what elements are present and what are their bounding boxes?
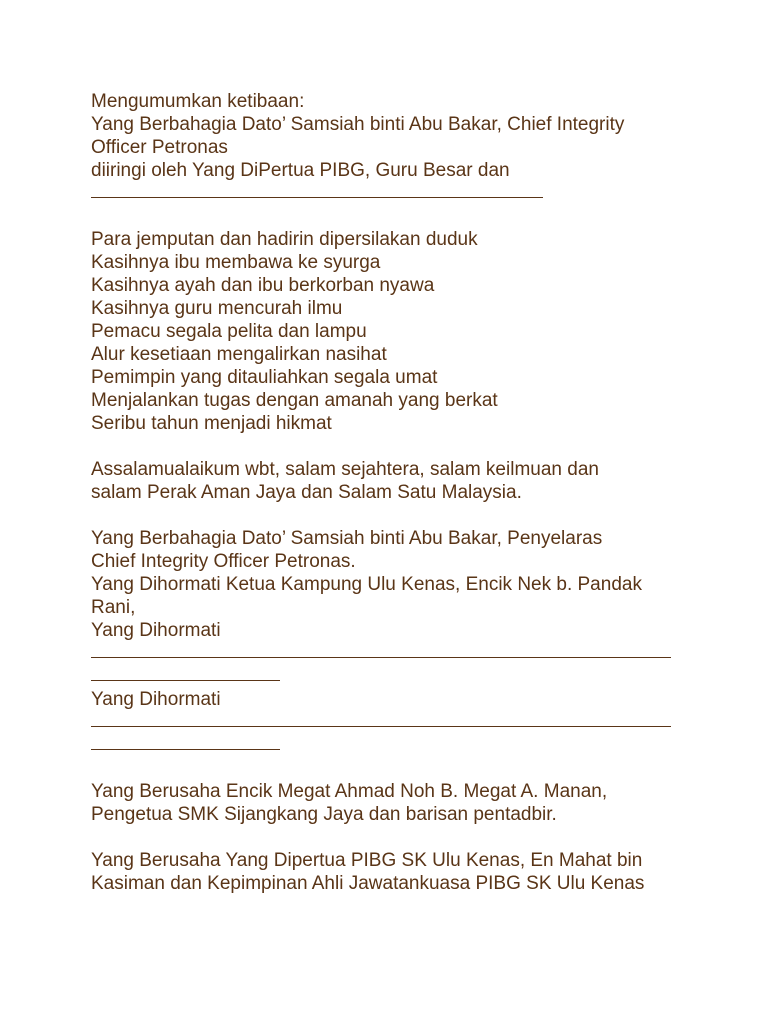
principal-line-1: Yang Berusaha Encik Megat Ahmad Noh B. Megat A. Manan, (91, 781, 608, 802)
blank-fill-line (91, 734, 731, 757)
dignitary-line-3: Yang Dihormati Ketua Kampung Ulu Kenas, Encik Nek b. Pandak (91, 574, 642, 595)
announcement-section (91, 90, 731, 205)
dignitary-line-6: Yang Dihormati (91, 689, 221, 710)
pantun-line: Menjalankan tugas dengan amanah yang berkat (91, 390, 498, 411)
announcement-heading: Mengumumkan ketibaan: (91, 91, 305, 112)
document-body (91, 90, 731, 918)
dignitary-line-4: Rani, (91, 597, 136, 618)
pantun-line: Kasihnya guru mencurah ilmu (91, 298, 343, 319)
announcement-line-3: diiringi oleh Yang DiPertua PIBG, Guru Besar dan (91, 160, 510, 181)
dignitary-line-2: Chief Integrity Officer Petronas. (91, 551, 356, 572)
principal-line-2: Pengetua SMK Sijangkang Jaya dan barisan pentadbir. (91, 804, 557, 825)
announcement-line-1: Yang Berbahagia Dato’ Samsiah binti Abu Bakar, Chief Integrity (91, 114, 625, 135)
pantun-line: Pemacu segala pelita dan lampu (91, 321, 367, 342)
pantun-line: Para jemputan dan hadirin dipersilakan duduk (91, 229, 478, 250)
blank-fill-line (91, 711, 731, 734)
greeting-section (91, 458, 731, 504)
pantun-line: Seribu tahun menjadi hikmat (91, 413, 332, 434)
pantun-section (91, 228, 731, 435)
pantun-line: Kasihnya ibu membawa ke syurga (91, 252, 381, 273)
blank-fill-line (91, 665, 731, 688)
dignitaries-section (91, 527, 731, 757)
greeting-line-2: salam Perak Aman Jaya dan Salam Satu Malaysia. (91, 482, 522, 503)
principal-section (91, 780, 731, 826)
dignitary-line-1: Yang Berbahagia Dato’ Samsiah binti Abu Bakar, Penyelaras (91, 528, 603, 549)
dignitary-line-5: Yang Dihormati (91, 620, 221, 641)
pibg-section (91, 849, 731, 895)
pantun-line: Alur kesetiaan mengalirkan nasihat (91, 344, 387, 365)
pantun-line: Pemimpin yang ditauliahkan segala umat (91, 367, 438, 388)
pantun-line: Kasihnya ayah dan ibu berkorban nyawa (91, 275, 435, 296)
blank-fill-line (91, 182, 731, 205)
pibg-line-2: Kasiman dan Kepimpinan Ahli Jawatankuasa PIBG SK Ulu Kenas (91, 873, 645, 894)
announcement-line-2: Officer Petronas (91, 137, 228, 158)
blank-fill-line (91, 642, 731, 665)
greeting-line-1: Assalamualaikum wbt, salam sejahtera, salam keilmuan dan (91, 459, 599, 480)
pibg-line-1: Yang Berusaha Yang Dipertua PIBG SK Ulu Kenas, En Mahat bin (91, 850, 643, 871)
